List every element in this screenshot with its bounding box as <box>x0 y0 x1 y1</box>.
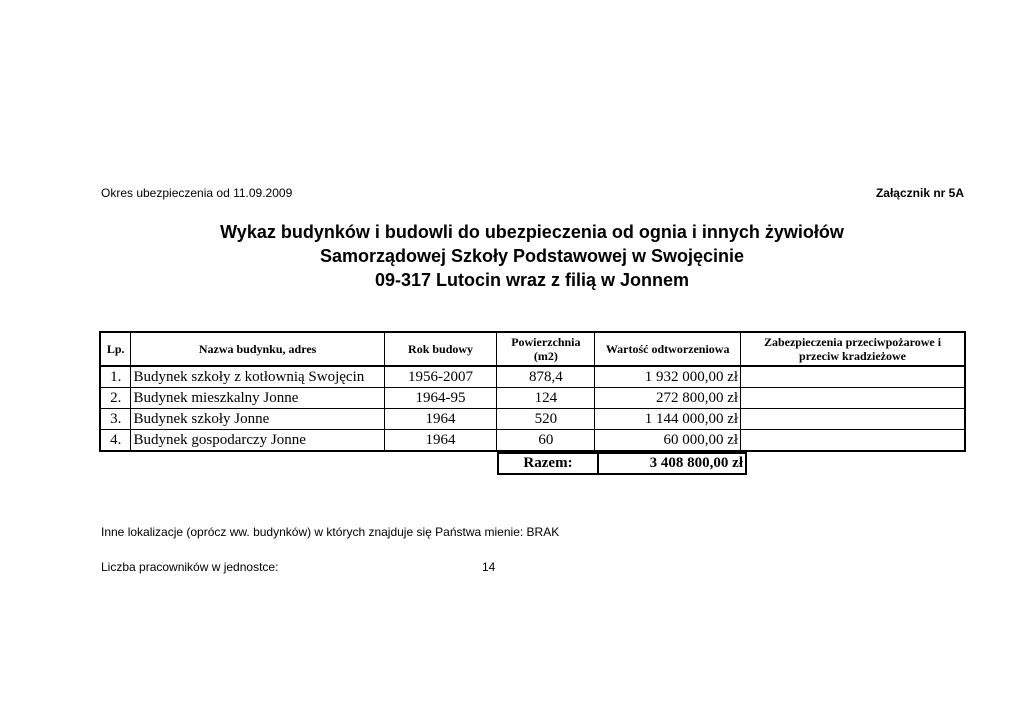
cell-area: 60 <box>497 430 595 452</box>
cell-area: 124 <box>497 388 595 409</box>
cell-lp: 4. <box>100 430 131 452</box>
table-row <box>100 388 965 409</box>
cell-lp: 3. <box>100 409 131 430</box>
cell-area: 520 <box>497 409 595 430</box>
cell-security <box>741 430 965 452</box>
cell-year: 1964 <box>384 409 497 430</box>
cell-year: 1964 <box>384 430 497 452</box>
cell-value: 60 000,00 zł <box>595 430 741 452</box>
cell-security <box>741 388 965 409</box>
title-line-3: 09-317 Lutocin wraz z filią w Jonnem <box>374 270 690 290</box>
title-line-1: Wykaz budynków i budowli do ubezpieczenia od ognia i innych żywiołów <box>220 222 844 242</box>
buildings-table <box>99 331 966 452</box>
cell-name: Budynek szkoły Jonne <box>131 409 384 430</box>
table-row <box>100 430 965 452</box>
total-row <box>497 452 747 475</box>
cell-security <box>741 366 965 388</box>
other-locations: Inne lokalizacje (oprócz ww. budynków) w których znajduje się Państwa mienie: BRAK <box>101 525 560 539</box>
cell-year: 1956-2007 <box>384 366 497 388</box>
cell-value: 272 800,00 zł <box>595 388 741 409</box>
total-label: Razem: <box>498 453 598 474</box>
header-area-line2: (m2) <box>533 349 558 363</box>
insurance-period: Okres ubezpieczenia od 11.09.2009 <box>101 186 293 200</box>
header-security-line1: Zabezpieczenia przeciwpożarowe i <box>763 335 942 349</box>
cell-lp: 1. <box>100 366 131 388</box>
table-header-row <box>100 332 965 366</box>
header-lp: Lp. <box>100 332 131 366</box>
header-area <box>497 332 595 366</box>
table-row <box>100 366 965 388</box>
cell-lp: 2. <box>100 388 131 409</box>
cell-value: 1 144 000,00 zł <box>595 409 741 430</box>
cell-name: Budynek szkoły z kotłownią Swojęcin <box>131 366 384 388</box>
cell-value: 1 932 000,00 zł <box>595 366 741 388</box>
staff-count-value: 14 <box>482 560 496 574</box>
title-line-2: Samorządowej Szkoły Podstawowej w Swojęcinie <box>319 246 745 266</box>
header-security-line2: przeciw kradzieżowe <box>799 349 906 363</box>
cell-name: Budynek gospodarczy Jonne <box>131 430 384 452</box>
cell-security <box>741 409 965 430</box>
total-value: 3 408 800,00 zł <box>598 453 746 474</box>
table-row <box>100 409 965 430</box>
cell-year: 1964-95 <box>384 388 497 409</box>
header-security <box>741 332 965 366</box>
cell-name: Budynek mieszkalny Jonne <box>131 388 384 409</box>
header-value: Wartość odtworzeniowa <box>595 332 741 366</box>
header-year: Rok budowy <box>384 332 497 366</box>
header-area-line1: Powierzchnia <box>511 335 581 349</box>
annex-number: Załącznik nr 5A <box>875 186 964 200</box>
header-name: Nazwa budynku, adres <box>131 332 384 366</box>
cell-area: 878,4 <box>497 366 595 388</box>
staff-count-label: Liczba pracowników w jednostce: <box>101 560 279 574</box>
